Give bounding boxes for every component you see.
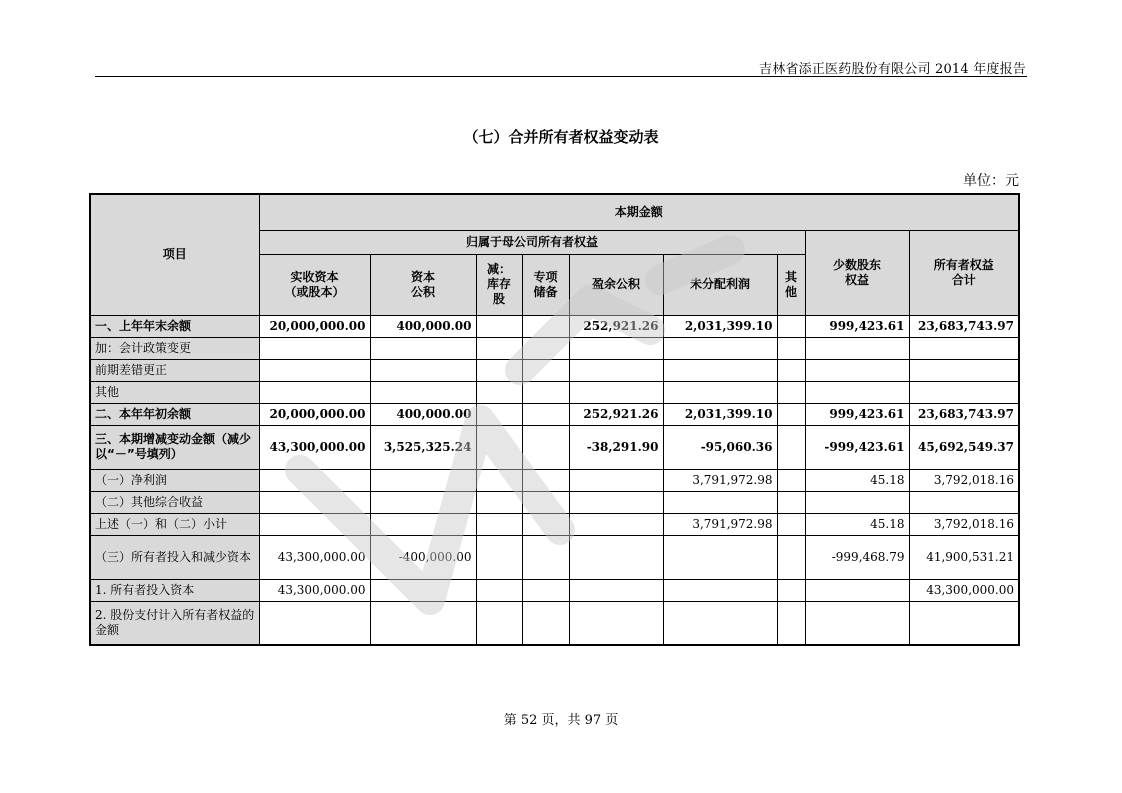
col-header-retained-earnings: 未分配利润 xyxy=(663,254,777,315)
col-header-capital-reserve: 资本 公积 xyxy=(370,254,476,315)
col-header-surplus-reserve: 盈余公积 xyxy=(569,254,663,315)
table-cell xyxy=(522,491,569,513)
table-cell xyxy=(522,513,569,535)
table-cell xyxy=(569,337,663,359)
table-cell xyxy=(777,315,805,337)
table-cell: 20,000,000.00 xyxy=(259,403,370,425)
table-cell: -999,468.79 xyxy=(805,535,909,579)
table-cell: 43,300,000.00 xyxy=(259,535,370,579)
col-header-treasury-stock: 减： 库存 股 xyxy=(476,254,522,315)
table-cell xyxy=(663,337,777,359)
table-cell xyxy=(370,469,476,491)
unit-label: 单位：元 xyxy=(963,173,1019,189)
table-cell: 252,921.26 xyxy=(569,315,663,337)
row-label: 加：会计政策变更 xyxy=(90,337,259,359)
table-row xyxy=(90,601,1019,645)
table-cell xyxy=(259,601,370,645)
table-cell xyxy=(476,337,522,359)
table-cell xyxy=(476,491,522,513)
table-cell xyxy=(476,535,522,579)
row-label: 1. 所有者投入资本 xyxy=(90,579,259,601)
row-label: （三）所有者投入和减少资本 xyxy=(90,535,259,579)
table-cell xyxy=(777,381,805,403)
table-cell xyxy=(259,469,370,491)
row-label: （一）净利润 xyxy=(90,469,259,491)
col-header-other: 其 他 xyxy=(777,254,805,315)
table-cell xyxy=(476,359,522,381)
table-cell xyxy=(522,403,569,425)
table-cell xyxy=(370,601,476,645)
table-cell: 2,031,399.10 xyxy=(663,403,777,425)
header-divider xyxy=(95,76,1027,77)
row-label: 前期差错更正 xyxy=(90,359,259,381)
table-row xyxy=(90,359,1019,381)
table-cell xyxy=(805,601,909,645)
table-cell xyxy=(476,579,522,601)
table-cell xyxy=(476,425,522,469)
table-row xyxy=(90,579,1019,601)
table-cell: 23,683,743.97 xyxy=(909,315,1019,337)
table-cell xyxy=(370,359,476,381)
table-cell xyxy=(909,601,1019,645)
col-header-parent-equity: 归属于母公司所有者权益 xyxy=(259,230,805,254)
table-cell: 3,791,972.98 xyxy=(663,513,777,535)
table-cell xyxy=(777,579,805,601)
row-label: 2. 股份支付计入所有者权益的金额 xyxy=(90,601,259,645)
table-cell xyxy=(522,601,569,645)
table-cell xyxy=(476,381,522,403)
table-cell xyxy=(777,535,805,579)
table-cell: 400,000.00 xyxy=(370,403,476,425)
table-cell xyxy=(569,601,663,645)
table-cell xyxy=(370,381,476,403)
table-cell: 3,792,018.16 xyxy=(909,513,1019,535)
row-label: 二、本年年初余额 xyxy=(90,403,259,425)
row-label: 其他 xyxy=(90,381,259,403)
table-cell: 43,300,000.00 xyxy=(259,579,370,601)
table-cell: 43,300,000.00 xyxy=(909,579,1019,601)
table-cell xyxy=(522,359,569,381)
table-cell xyxy=(805,491,909,513)
table-cell: 3,791,972.98 xyxy=(663,469,777,491)
table-row xyxy=(90,381,1019,403)
table-cell: -95,060.36 xyxy=(663,425,777,469)
table-cell xyxy=(777,425,805,469)
table-cell: 2,031,399.10 xyxy=(663,315,777,337)
table-cell xyxy=(370,579,476,601)
table-cell xyxy=(909,359,1019,381)
row-label: 上述（一）和（二）小计 xyxy=(90,513,259,535)
page-number: 第 52 页，共 97 页 xyxy=(503,713,619,728)
table-cell xyxy=(663,359,777,381)
row-label: （二）其他综合收益 xyxy=(90,491,259,513)
table-cell xyxy=(805,359,909,381)
table-cell xyxy=(569,513,663,535)
table-cell xyxy=(777,601,805,645)
table-cell: 45.18 xyxy=(805,469,909,491)
equity-change-table xyxy=(89,193,1020,646)
table-cell: 43,300,000.00 xyxy=(259,425,370,469)
table-cell xyxy=(522,535,569,579)
page-title: （七）合并所有者权益变动表 xyxy=(463,128,659,146)
table-cell: 41,900,531.21 xyxy=(909,535,1019,579)
table-cell xyxy=(569,579,663,601)
row-label: 三、本期增减变动金额（减少以“－”号填列） xyxy=(90,425,259,469)
table-cell xyxy=(522,425,569,469)
table-cell xyxy=(370,491,476,513)
table-cell xyxy=(522,381,569,403)
header-company-report: 吉林省添正医药股份有限公司 2014 年度报告 xyxy=(759,62,1026,77)
table-cell xyxy=(805,337,909,359)
table-cell xyxy=(805,381,909,403)
table-cell: -999,423.61 xyxy=(805,425,909,469)
table-cell xyxy=(522,469,569,491)
table-cell xyxy=(476,601,522,645)
table-cell xyxy=(259,381,370,403)
table-cell: 45.18 xyxy=(805,513,909,535)
table-cell xyxy=(569,491,663,513)
table-cell xyxy=(259,359,370,381)
table-cell xyxy=(663,381,777,403)
table-cell xyxy=(777,359,805,381)
table-row xyxy=(90,535,1019,579)
table-cell xyxy=(522,579,569,601)
table-cell: -38,291.90 xyxy=(569,425,663,469)
table-cell xyxy=(777,337,805,359)
table-cell xyxy=(476,469,522,491)
table-cell xyxy=(909,491,1019,513)
table-row xyxy=(90,425,1019,469)
table-row xyxy=(90,513,1019,535)
table-row xyxy=(90,403,1019,425)
table-cell: 999,423.61 xyxy=(805,315,909,337)
col-header-minority: 少数股东 权益 xyxy=(805,230,909,315)
table-cell: 23,683,743.97 xyxy=(909,403,1019,425)
table-cell: 20,000,000.00 xyxy=(259,315,370,337)
table-cell xyxy=(259,513,370,535)
table-cell xyxy=(370,513,476,535)
col-header-special-reserve: 专项 储备 xyxy=(522,254,569,315)
table-cell xyxy=(663,601,777,645)
table-cell xyxy=(569,469,663,491)
table-cell xyxy=(569,359,663,381)
row-label: 一、上年年末余额 xyxy=(90,315,259,337)
table-cell: 252,921.26 xyxy=(569,403,663,425)
table-cell xyxy=(569,535,663,579)
table-cell xyxy=(522,315,569,337)
table-cell xyxy=(909,381,1019,403)
col-header-period: 本期金额 xyxy=(259,194,1019,230)
table-cell xyxy=(663,579,777,601)
table-cell: 3,525,325.24 xyxy=(370,425,476,469)
table-cell: 45,692,549.37 xyxy=(909,425,1019,469)
table-cell xyxy=(909,337,1019,359)
table-cell xyxy=(777,513,805,535)
table-cell xyxy=(663,535,777,579)
table-cell xyxy=(777,403,805,425)
table-row xyxy=(90,491,1019,513)
table-cell xyxy=(663,491,777,513)
table-cell xyxy=(777,469,805,491)
table-cell xyxy=(777,491,805,513)
table-cell: 999,423.61 xyxy=(805,403,909,425)
col-header-item: 项目 xyxy=(90,194,259,315)
col-header-total: 所有者权益 合计 xyxy=(909,230,1019,315)
table-row xyxy=(90,337,1019,359)
table-cell: -400,000.00 xyxy=(370,535,476,579)
table-cell xyxy=(569,381,663,403)
table-row xyxy=(90,315,1019,337)
col-header-paid-in-capital: 实收资本 （或股本） xyxy=(259,254,370,315)
table-cell: 3,792,018.16 xyxy=(909,469,1019,491)
table-cell xyxy=(522,337,569,359)
table-cell xyxy=(259,491,370,513)
table-cell: 400,000.00 xyxy=(370,315,476,337)
table-cell xyxy=(476,513,522,535)
table-cell xyxy=(370,337,476,359)
table-cell xyxy=(476,403,522,425)
table-cell xyxy=(259,337,370,359)
table-cell xyxy=(805,579,909,601)
table-row xyxy=(90,469,1019,491)
table-cell xyxy=(476,315,522,337)
